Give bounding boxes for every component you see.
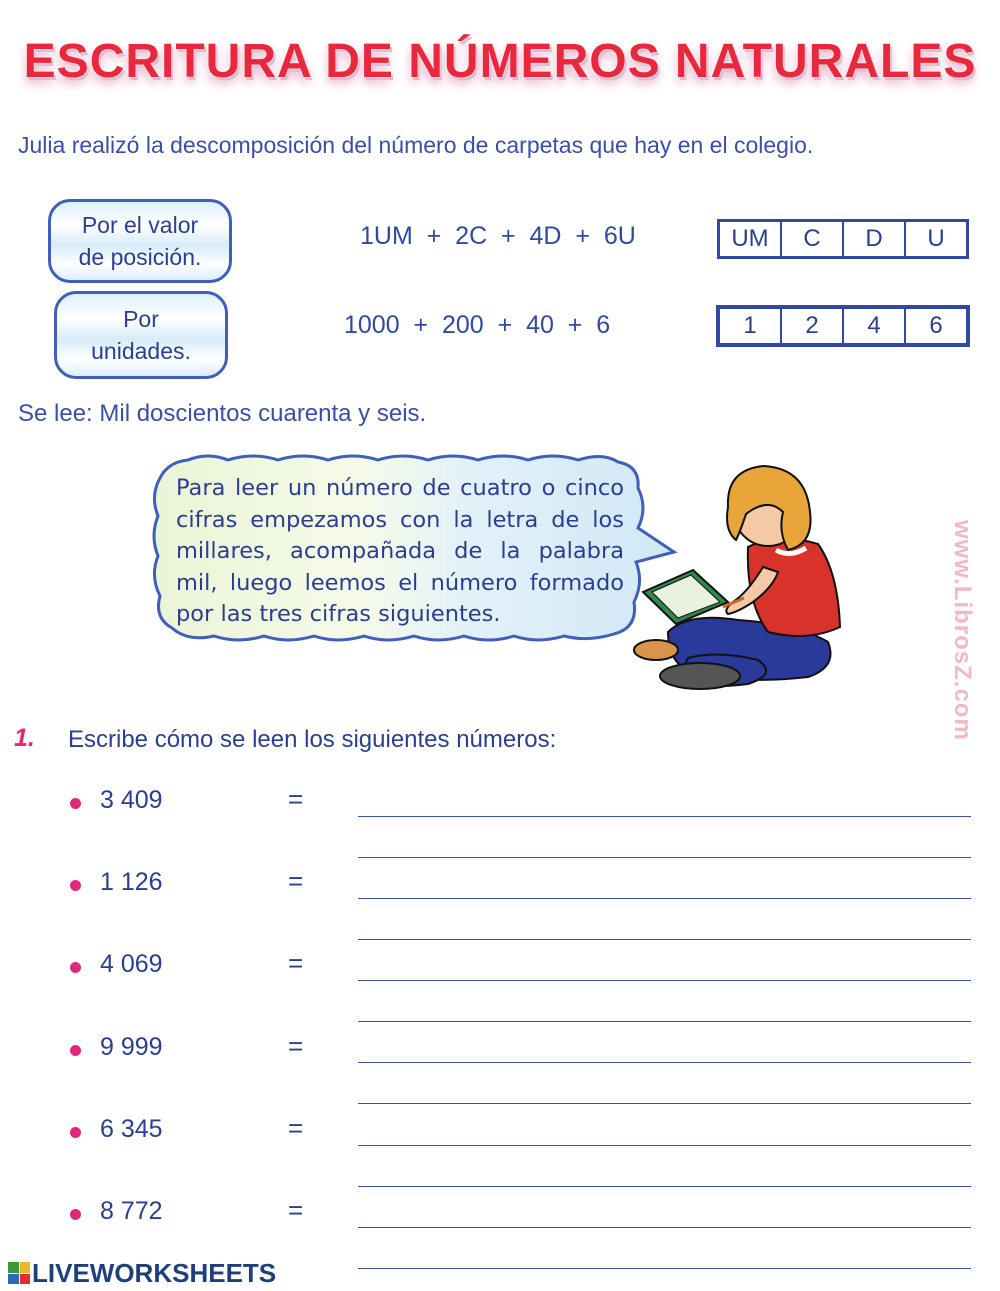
answer-line-2a[interactable] [358,898,971,899]
equals-sign: = [288,1195,304,1225]
answer-line-4a[interactable] [358,1062,971,1063]
digit-u: 6 [905,307,968,345]
digit-um: 1 [718,307,781,345]
header-c: C [781,221,843,258]
bubble-text: Para leer un número de cuatro o cinco cifras empezamos con la letra de los millares, acompañada de la palabra mil, luego leemos el número formado por las tres cifras siguientes. [176,475,624,627]
digit-c: 2 [781,307,843,345]
label-units-line1: Por [123,306,159,332]
label-units-line2: unidades. [91,338,191,364]
item-number: 1 126 [100,868,163,896]
answer-line-1a[interactable] [358,816,971,817]
bullet-icon [70,962,81,973]
answer-line-1b[interactable] [358,857,971,858]
exercise-number: 1. [14,724,35,752]
label-position-line1: Por el valor [81,212,199,238]
answer-line-5b[interactable] [358,1186,971,1187]
answer-line-3a[interactable] [358,980,971,981]
equals-sign: = [288,784,304,814]
footer-brand: LIVEWORKSHEETS [32,1257,277,1288]
place-value-digits [716,305,970,347]
equals-sign: = [288,1113,304,1143]
watermark-url: www.LibrosZ.com [949,520,976,741]
liveworksheets-logo [8,1258,276,1288]
label-units [54,291,228,379]
label-position-line2: de posición. [78,244,202,270]
digit-d: 4 [843,307,905,345]
bullet-icon [70,1127,81,1138]
header-d: D [843,221,905,258]
reading-sentence: Se lee: Mil doscientos cuarenta y seis. [18,400,427,427]
answer-line-6b[interactable] [358,1268,971,1269]
header-u: U [905,221,968,258]
answer-line-2b[interactable] [358,939,971,940]
item-number: 4 069 [100,950,163,978]
worksheet-title: ESCRITURA DE NÚMEROS NATURALES [23,35,977,88]
equals-sign: = [288,1031,304,1061]
intro-text: Julia realizó la descomposición del número de carpetas que hay en el colegio. [18,132,814,158]
girl-reading-illustration [628,452,858,697]
answer-line-3b[interactable] [358,1021,971,1022]
expression-position: 1UM + 2C + 4D + 6U [360,222,636,250]
bullet-icon [70,880,81,891]
item-number: 3 409 [100,786,163,814]
header-um: UM [719,221,782,258]
answer-line-5a[interactable] [358,1145,971,1146]
logo-squares-icon [8,1262,30,1284]
item-number: 6 345 [100,1115,163,1143]
bullet-icon [70,798,81,809]
bullet-icon [70,1045,81,1056]
equals-sign: = [288,948,304,978]
item-number: 8 772 [100,1197,163,1225]
place-value-headers [717,219,969,259]
label-position-value [48,199,232,283]
answer-line-6a[interactable] [358,1227,971,1228]
answer-line-4b[interactable] [358,1103,971,1104]
expression-units: 1000 + 200 + 40 + 6 [344,311,611,339]
exercise-item-4 [70,1029,1000,1069]
equals-sign: = [288,866,304,896]
item-number: 9 999 [100,1033,163,1061]
bullet-icon [70,1209,81,1220]
exercise-instruction: Escribe cómo se leen los siguientes números: [68,726,557,753]
